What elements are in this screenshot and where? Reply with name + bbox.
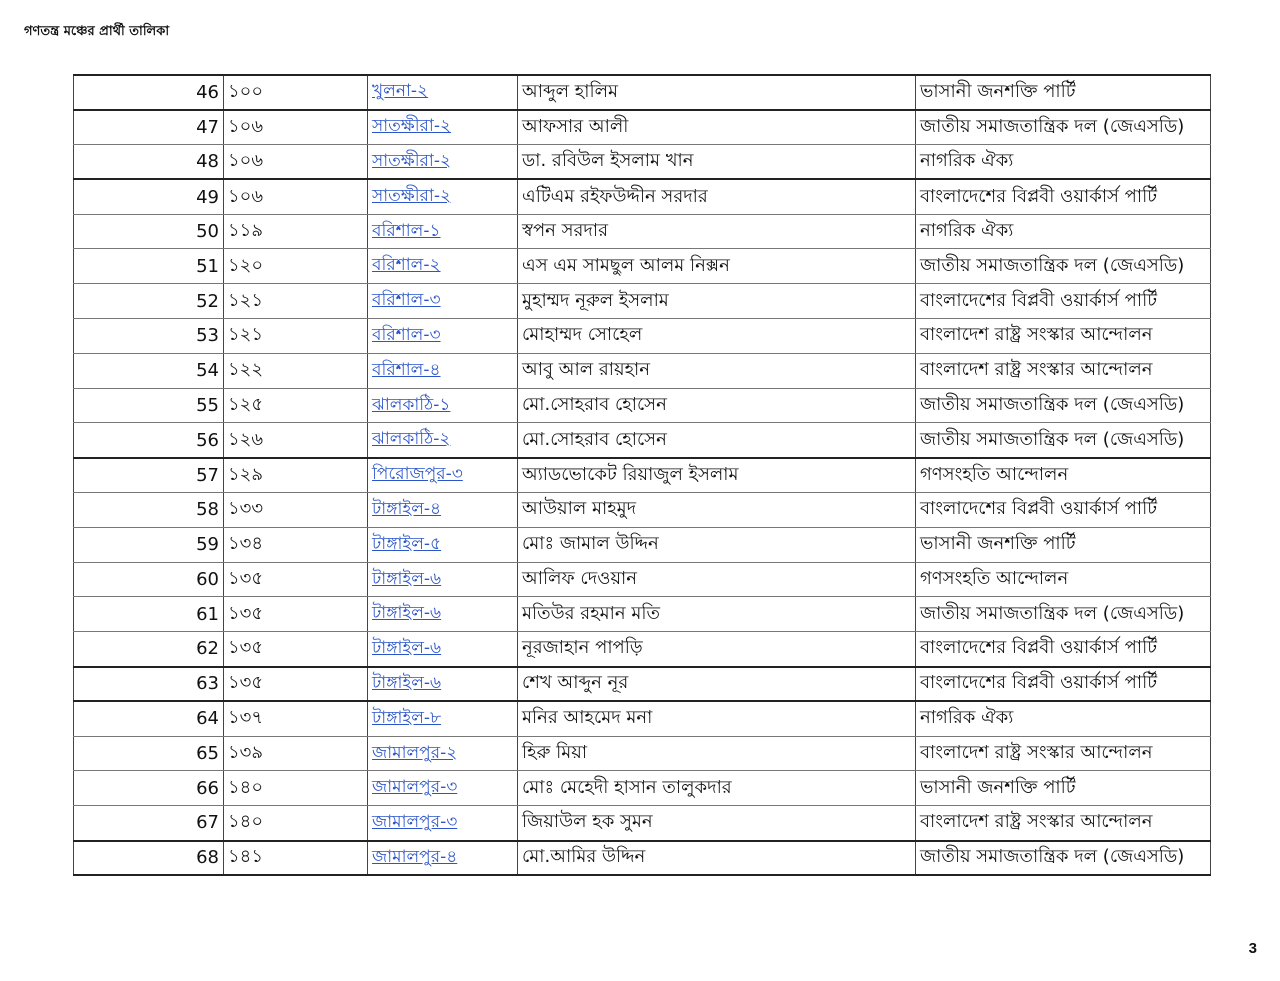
constituency-link[interactable]: বরিশাল-৩ <box>372 324 441 345</box>
table-row <box>74 736 1211 771</box>
table-row <box>74 632 1211 667</box>
candidate-name-cell: স্বপন সরদার <box>518 214 916 249</box>
constituency-link[interactable]: টাঙ্গাইল-৮ <box>372 707 442 728</box>
seat-number-cell: ১৩৯ <box>224 736 368 771</box>
serial-cell: 49 <box>74 179 224 214</box>
candidate-name-cell: আলিফ দেওয়ান <box>518 562 916 597</box>
seat-number-cell: ১২৯ <box>224 458 368 493</box>
constituency-link[interactable]: জামালপুর-৩ <box>372 811 458 832</box>
constituency-cell <box>368 110 518 145</box>
table-row <box>74 353 1211 388</box>
party-cell: ভাসানী জনশক্তি পার্টি <box>916 771 1211 806</box>
table-row <box>74 806 1211 841</box>
party-cell: ভাসানী জনশক্তি পার্টি <box>916 527 1211 562</box>
serial-cell: 52 <box>74 284 224 319</box>
seat-number-cell: ১৩৫ <box>224 562 368 597</box>
table-row <box>74 841 1211 876</box>
seat-number-cell: ১২২ <box>224 353 368 388</box>
serial-cell: 67 <box>74 806 224 841</box>
table-row <box>74 284 1211 319</box>
party-cell: জাতীয় সমাজতান্ত্রিক দল (জেএসডি) <box>916 110 1211 145</box>
seat-number-cell: ১২১ <box>224 319 368 354</box>
table-row <box>74 771 1211 806</box>
constituency-link[interactable]: টাঙ্গাইল-৪ <box>372 498 442 519</box>
candidate-name-cell: মো.সোহরাব হোসেন <box>518 388 916 423</box>
serial-cell: 64 <box>74 701 224 736</box>
table-row <box>74 458 1211 493</box>
serial-cell: 48 <box>74 145 224 180</box>
candidate-name-cell: এস এম সামছুল আলম নিক্সন <box>518 249 916 284</box>
constituency-link[interactable]: বরিশাল-২ <box>372 255 441 276</box>
constituency-cell <box>368 75 518 110</box>
constituency-link[interactable]: জামালপুর-৪ <box>372 846 458 867</box>
constituency-link[interactable]: টাঙ্গাইল-৬ <box>372 568 442 589</box>
serial-cell: 62 <box>74 632 224 667</box>
seat-number-cell: ১৩৫ <box>224 667 368 702</box>
serial-cell: 66 <box>74 771 224 806</box>
seat-number-cell: ১৩৩ <box>224 493 368 528</box>
table-row <box>74 145 1211 180</box>
page-number: 3 <box>1248 940 1257 957</box>
constituency-link[interactable]: পিরোজপুর-৩ <box>372 464 463 485</box>
candidate-name-cell: হিরু মিয়া <box>518 736 916 771</box>
table-row <box>74 493 1211 528</box>
table-row <box>74 388 1211 423</box>
seat-number-cell: ১০৬ <box>224 179 368 214</box>
serial-cell: 53 <box>74 319 224 354</box>
constituency-link[interactable]: টাঙ্গাইল-৬ <box>372 603 442 624</box>
candidate-name-cell: শেখ আব্দুন নূর <box>518 667 916 702</box>
constituency-cell <box>368 771 518 806</box>
table-row <box>74 75 1211 110</box>
serial-cell: 55 <box>74 388 224 423</box>
constituency-cell <box>368 562 518 597</box>
party-cell: গণসংহতি আন্দোলন <box>916 562 1211 597</box>
constituency-cell <box>368 527 518 562</box>
document-title: গণতন্ত্র মঞ্চের প্রার্থী তালিকা <box>24 24 170 39</box>
party-cell: নাগরিক ঐক্য <box>916 214 1211 249</box>
constituency-cell <box>368 458 518 493</box>
serial-cell: 58 <box>74 493 224 528</box>
candidate-name-cell: মনির আহমেদ মনা <box>518 701 916 736</box>
serial-cell: 46 <box>74 75 224 110</box>
constituency-link[interactable]: সাতক্ষীরা-২ <box>372 186 452 207</box>
seat-number-cell: ১৩৫ <box>224 597 368 632</box>
constituency-link[interactable]: সাতক্ষীরা-২ <box>372 150 452 171</box>
constituency-link[interactable]: খুলনা-২ <box>372 81 429 102</box>
party-cell: বাংলাদেশের বিপ্লবী ওয়ার্কার্স পার্টি <box>916 632 1211 667</box>
seat-number-cell: ১৪০ <box>224 771 368 806</box>
table-row <box>74 527 1211 562</box>
serial-cell: 50 <box>74 214 224 249</box>
constituency-link[interactable]: জামালপুর-৩ <box>372 777 458 798</box>
constituency-cell <box>368 249 518 284</box>
candidate-name-cell: মুহাম্মদ নূরুল ইসলাম <box>518 284 916 319</box>
candidate-name-cell: মো.আমির উদ্দিন <box>518 841 916 876</box>
candidate-name-cell: নূরজাহান পাপড়ি <box>518 632 916 667</box>
table-row <box>74 597 1211 632</box>
party-cell: জাতীয় সমাজতান্ত্রিক দল (জেএসডি) <box>916 841 1211 876</box>
constituency-cell <box>368 736 518 771</box>
seat-number-cell: ১২৬ <box>224 423 368 458</box>
constituency-cell <box>368 388 518 423</box>
seat-number-cell: ১২১ <box>224 284 368 319</box>
constituency-link[interactable]: টাঙ্গাইল-৬ <box>372 637 442 658</box>
party-cell: নাগরিক ঐক্য <box>916 701 1211 736</box>
table-row <box>74 214 1211 249</box>
constituency-cell <box>368 701 518 736</box>
constituency-cell <box>368 493 518 528</box>
constituency-cell <box>368 319 518 354</box>
seat-number-cell: ১৩৭ <box>224 701 368 736</box>
constituency-cell <box>368 667 518 702</box>
constituency-link[interactable]: বরিশাল-৩ <box>372 290 441 311</box>
party-cell: বাংলাদেশের বিপ্লবী ওয়ার্কার্স পার্টি <box>916 179 1211 214</box>
seat-number-cell: ১২৫ <box>224 388 368 423</box>
candidate-name-cell: মোঃ মেহেদী হাসান তালুকদার <box>518 771 916 806</box>
party-cell: গণসংহতি আন্দোলন <box>916 458 1211 493</box>
table-row <box>74 423 1211 458</box>
constituency-link[interactable]: ঝালকাঠি-১ <box>372 394 451 415</box>
constituency-cell <box>368 353 518 388</box>
constituency-cell <box>368 145 518 180</box>
candidate-table <box>73 74 1211 876</box>
constituency-link[interactable]: সাতক্ষীরা-২ <box>372 116 452 137</box>
serial-cell: 57 <box>74 458 224 493</box>
serial-cell: 56 <box>74 423 224 458</box>
table-row <box>74 319 1211 354</box>
serial-cell: 61 <box>74 597 224 632</box>
serial-cell: 59 <box>74 527 224 562</box>
candidate-name-cell: আবু আল রায়হান <box>518 353 916 388</box>
constituency-link[interactable]: বরিশাল-৪ <box>372 359 441 380</box>
seat-number-cell: ১০৬ <box>224 110 368 145</box>
constituency-link[interactable]: বরিশাল-১ <box>372 220 441 241</box>
party-cell: বাংলাদেশের বিপ্লবী ওয়ার্কার্স পার্টি <box>916 284 1211 319</box>
constituency-cell <box>368 423 518 458</box>
party-cell: বাংলাদেশের বিপ্লবী ওয়ার্কার্স পার্টি <box>916 667 1211 702</box>
seat-number-cell: ১০৬ <box>224 145 368 180</box>
serial-cell: 63 <box>74 667 224 702</box>
constituency-link[interactable]: জামালপুর-২ <box>372 742 458 763</box>
seat-number-cell: ১৪০ <box>224 806 368 841</box>
serial-cell: 60 <box>74 562 224 597</box>
constituency-cell <box>368 179 518 214</box>
candidate-name-cell: এটিএম রইফউদ্দীন সরদার <box>518 179 916 214</box>
candidate-name-cell: মো.সোহরাব হোসেন <box>518 423 916 458</box>
candidate-table-body <box>74 75 1211 875</box>
table-row <box>74 667 1211 702</box>
seat-number-cell: ১১৯ <box>224 214 368 249</box>
seat-number-cell: ১৪১ <box>224 841 368 876</box>
constituency-link[interactable]: টাঙ্গাইল-৫ <box>372 533 442 554</box>
party-cell: জাতীয় সমাজতান্ত্রিক দল (জেএসডি) <box>916 597 1211 632</box>
candidate-name-cell: আউয়াল মাহমুদ <box>518 493 916 528</box>
candidate-name-cell: জিয়াউল হক সুমন <box>518 806 916 841</box>
seat-number-cell: ১৩৫ <box>224 632 368 667</box>
serial-cell: 51 <box>74 249 224 284</box>
constituency-cell <box>368 632 518 667</box>
party-cell: বাংলাদেশের বিপ্লবী ওয়ার্কার্স পার্টি <box>916 493 1211 528</box>
candidate-name-cell: মোঃ জামাল উদ্দিন <box>518 527 916 562</box>
candidate-name-cell: ডা. রবিউল ইসলাম খান <box>518 145 916 180</box>
candidate-name-cell: মতিউর রহমান মতি <box>518 597 916 632</box>
table-row <box>74 701 1211 736</box>
seat-number-cell: ১৩৪ <box>224 527 368 562</box>
serial-cell: 47 <box>74 110 224 145</box>
constituency-cell <box>368 841 518 876</box>
party-cell: জাতীয় সমাজতান্ত্রিক দল (জেএসডি) <box>916 423 1211 458</box>
candidate-name-cell: আব্দুল হালিম <box>518 75 916 110</box>
seat-number-cell: ১০০ <box>224 75 368 110</box>
party-cell: বাংলাদেশ রাষ্ট্র সংস্কার আন্দোলন <box>916 353 1211 388</box>
table-row <box>74 562 1211 597</box>
table-row <box>74 110 1211 145</box>
party-cell: জাতীয় সমাজতান্ত্রিক দল (জেএসডি) <box>916 388 1211 423</box>
constituency-link[interactable]: টাঙ্গাইল-৬ <box>372 672 442 693</box>
serial-cell: 54 <box>74 353 224 388</box>
seat-number-cell: ১২০ <box>224 249 368 284</box>
candidate-name-cell: মোহাম্মদ সোহেল <box>518 319 916 354</box>
serial-cell: 65 <box>74 736 224 771</box>
serial-cell: 68 <box>74 841 224 876</box>
candidate-name-cell: আফসার আলী <box>518 110 916 145</box>
constituency-cell <box>368 214 518 249</box>
party-cell: বাংলাদেশ রাষ্ট্র সংস্কার আন্দোলন <box>916 806 1211 841</box>
constituency-cell <box>368 284 518 319</box>
party-cell: জাতীয় সমাজতান্ত্রিক দল (জেএসডি) <box>916 249 1211 284</box>
constituency-link[interactable]: ঝালকাঠি-২ <box>372 429 451 450</box>
party-cell: বাংলাদেশ রাষ্ট্র সংস্কার আন্দোলন <box>916 319 1211 354</box>
party-cell: বাংলাদেশ রাষ্ট্র সংস্কার আন্দোলন <box>916 736 1211 771</box>
party-cell: ভাসানী জনশক্তি পার্টি <box>916 75 1211 110</box>
constituency-cell <box>368 806 518 841</box>
constituency-cell <box>368 597 518 632</box>
party-cell: নাগরিক ঐক্য <box>916 145 1211 180</box>
table-row <box>74 179 1211 214</box>
table-row <box>74 249 1211 284</box>
candidate-name-cell: অ্যাডভোকেট রিয়াজুল ইসলাম <box>518 458 916 493</box>
